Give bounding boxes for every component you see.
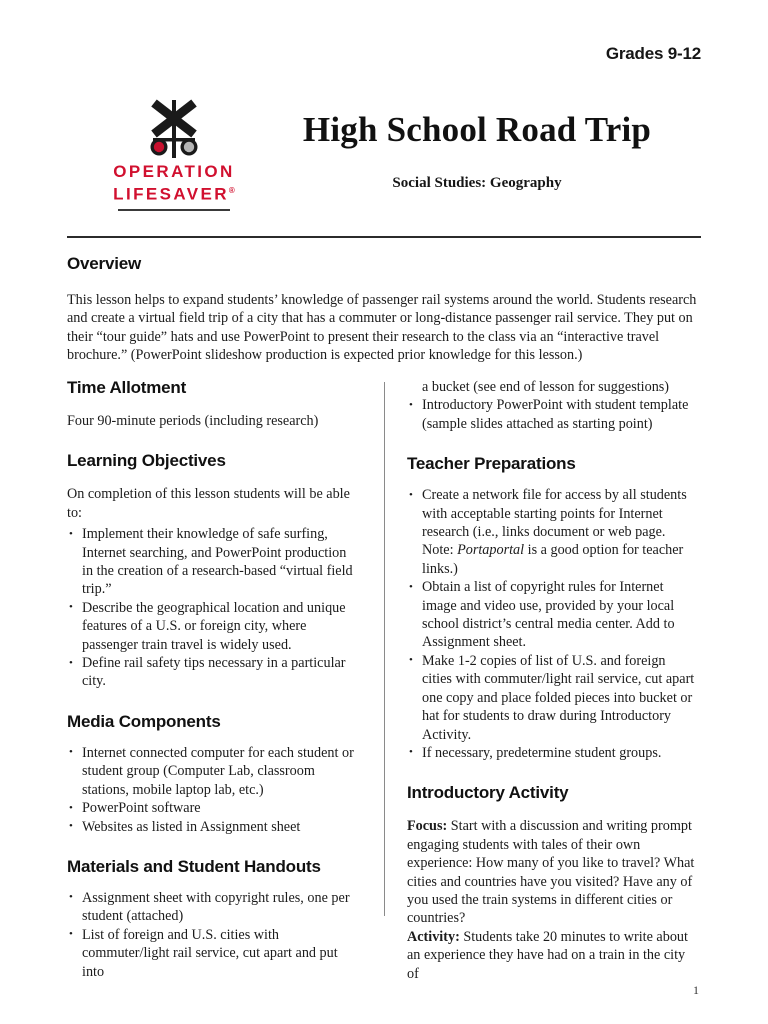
- media-components-section: [67, 712, 357, 836]
- title-block: [253, 110, 701, 192]
- page-title: High School Road Trip: [302, 110, 652, 149]
- time-allotment-heading: Time Allotment: [67, 378, 187, 397]
- list-item: • List of foreign and U.S. cities with commuter/light rail service, cut apart and put into: [67, 926, 357, 981]
- teacher-preparations-heading: Teacher Preparations: [407, 454, 576, 474]
- overview-section: [67, 254, 701, 365]
- learning-objectives-list: [67, 525, 357, 691]
- list-item: • Implement their knowledge of safe surfing, Internet searching, and PowerPoint production in the creation of a research-based “virtual field trip.”: [67, 525, 357, 599]
- column-divider: [384, 382, 385, 916]
- focus-label: Focus:: [407, 818, 448, 835]
- header-divider: [67, 236, 701, 238]
- list-item-text-before: Create a network file for access by all students with acceptable starting points for Internet research (i.e., links document or web page. Note:: [422, 487, 687, 559]
- list-item: • Define rail safety tips necessary in a particular city.: [67, 654, 357, 691]
- overview-heading: Overview: [67, 254, 142, 273]
- list-item: • Websites as listed in Assignment sheet: [67, 818, 357, 836]
- overview-paragraph: This lesson helps to expand students’ knowledge of passenger rail systems around the world. Students research and create a virtual field trip of a city that has a commuter or long-distance passenger rail service. They put on their “tour guide” hats and use PowerPoint to present their research to the class via an “interactive travel brochure.” (PowerPoint slideshow production is expected prior knowledge for this lesson.): [67, 292, 697, 364]
- learning-objectives-section: [67, 451, 357, 690]
- list-item: • Describe the geographical location and unique features of a U.S. or foreign city, where passenger train travel is widely used.: [67, 599, 357, 654]
- teacher-preparations-list: [407, 486, 697, 762]
- grades-label: Grades 9-12: [605, 44, 701, 63]
- materials-continued-section: [407, 378, 697, 433]
- list-item: • If necessary, predetermine student groups.: [407, 744, 697, 762]
- logo-wordmark-line1: OPERATION: [113, 162, 235, 181]
- introductory-activity-section: [407, 783, 697, 983]
- page-subtitle: Social Studies: Geography: [392, 175, 562, 191]
- materials-and-handouts-list: [67, 889, 357, 981]
- left-column: [67, 378, 357, 981]
- teacher-preparations-section: [407, 454, 697, 762]
- materials-and-handouts-heading: Materials and Student Handouts: [67, 856, 321, 876]
- list-item-text-italic: Portaportal: [457, 542, 525, 559]
- time-allotment-section: [67, 378, 357, 430]
- list-item: [407, 486, 697, 578]
- list-item: • PowerPoint software: [67, 799, 357, 817]
- learning-objectives-heading: Learning Objectives: [67, 451, 226, 471]
- materials-and-handouts-section: [67, 857, 357, 981]
- introductory-activity-activity: [407, 928, 697, 983]
- two-column-body: [67, 378, 701, 982]
- focus-text: Start with a discussion and writing prompt engaging students with tales of their own experience: How many of you like to travel? What cities and countries have you visited? Have any of you used the train systems in different cities or countries?: [407, 818, 695, 927]
- media-components-list: [67, 744, 357, 836]
- activity-label: Activity:: [407, 928, 460, 945]
- introductory-activity-heading: Introductory Activity: [407, 783, 569, 803]
- list-item-continuation: a bucket (see end of lesson for suggestions): [422, 379, 670, 395]
- list-item: • Assignment sheet with copyright rules, one per student (attached): [67, 889, 357, 926]
- activity-text: Students take 20 minutes to write about an experience they have had on a train in the city of: [407, 928, 688, 982]
- learning-objectives-lead-in: On completion of this lesson students will be able to:: [67, 486, 350, 521]
- logo-wordmark-line2-text: LIFESAVER: [113, 184, 229, 204]
- list-item: • Make 1-2 copies of list of U.S. and foreign cities with commuter/light rail service, cut apart one copy and place folded pieces into bucket or hat for students to draw during Introductory Activity.: [407, 652, 697, 744]
- list-item: • Introductory PowerPoint with student template (sample slides attached as starting point): [407, 396, 697, 433]
- operation-lifesaver-logo: [101, 98, 247, 211]
- masthead: [67, 98, 701, 220]
- list-item-text-after: is a good option for teacher links.): [422, 542, 684, 577]
- right-column: [407, 378, 697, 983]
- registered-trademark-icon: ®: [228, 186, 235, 195]
- list-item: • Internet connected computer for each student or student group (Computer Lab, classroom stations, mobile laptop lab, etc.): [67, 744, 357, 799]
- logo-wordmark-line2: [101, 181, 247, 204]
- time-allotment-text: Four 90-minute periods (including research): [67, 413, 319, 429]
- introductory-activity-focus: [407, 817, 697, 927]
- list-item: • Obtain a list of copyright rules for Internet image and video use, provided by your local school district’s central media center. Add to Assignment sheet.: [407, 578, 697, 652]
- media-components-heading: Media Components: [67, 711, 221, 731]
- railroad-crossing-signal-icon: [137, 98, 211, 160]
- page-number: 1: [693, 983, 699, 997]
- logo-underline-divider: [118, 209, 230, 211]
- materials-continued-list: [407, 378, 697, 433]
